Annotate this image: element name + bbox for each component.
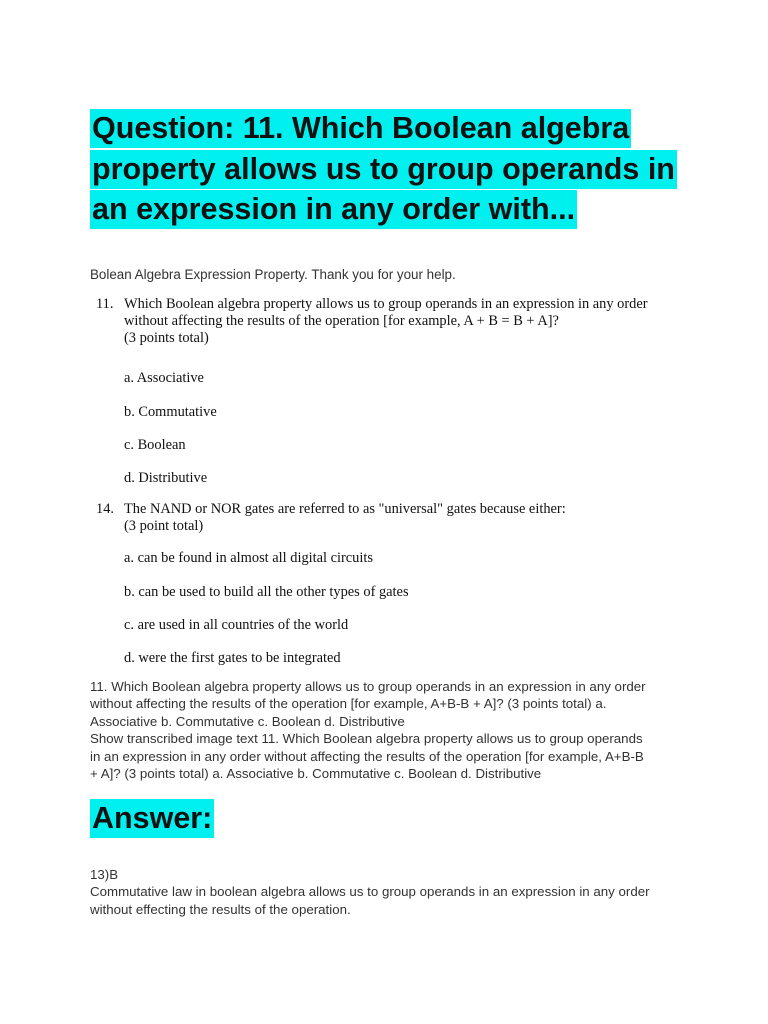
answer-line-1: 13)B [90, 867, 119, 882]
question-title-line-3: an expression in any order with... [90, 190, 577, 229]
scan-q14-option-d: d. were the first gates to be integrated [124, 650, 341, 666]
question-text-line-1: 11. Which Boolean algebra property allows us to group operands in an expression in any order [90, 679, 646, 694]
scan-question-14-number: 14. [96, 501, 114, 517]
question-title [90, 108, 690, 230]
scan-q11-option-c: c. Boolean [124, 437, 186, 453]
scan-question-11-line-3: (3 points total) [124, 330, 209, 346]
scan-question-11-number: 11. [96, 296, 114, 312]
scan-question-14-line-1: The NAND or NOR gates are referred to as "universal" gates because either: [124, 501, 566, 517]
scan-q14-option-b: b. can be used to build all the other types of gates [124, 584, 409, 600]
scan-question-11 [96, 296, 686, 347]
answer-heading-text: Answer: [90, 799, 214, 838]
scan-question-14-line-2: (3 point total) [124, 518, 204, 534]
scan-q14-option-a: a. can be found in almost all digital circuits [124, 550, 373, 566]
scan-q14-option-c: c. are used in all countries of the world [124, 617, 349, 633]
scan-question-11-line-2: without affecting the results of the operation [for example, A + B = B + A]? [124, 313, 559, 329]
transcribed-text-line-3: + A]? (3 points total) a. Associative b. Commutative c. Boolean d. Distributive [90, 766, 542, 782]
document-page [90, 108, 690, 917]
scan-q11-option-d: d. Distributive [124, 470, 208, 486]
question-text-line-3: Associative b. Commutative c. Boolean d. Distributive [90, 713, 405, 729]
scan-q11-option-a: a. Associative [124, 370, 204, 386]
scan-q11-option-b: b. Commutative [124, 404, 217, 420]
scan-question-14 [96, 501, 686, 535]
answer-body [90, 866, 680, 918]
answer-line-3: without effecting the results of the operation. [90, 901, 351, 917]
answer-heading [90, 798, 214, 838]
question-title-line-1: Question: 11. Which Boolean algebra [90, 109, 631, 148]
question-intro: Bolean Algebra Expression Property. Thank you for your help. [90, 267, 456, 282]
answer-line-2: Commutative law in boolean algebra allows us to group operands in an expression in any order [90, 884, 650, 900]
question-title-line-2: property allows us to group operands in [90, 150, 677, 189]
transcribed-text-line-2: in an expression in any order without affecting the results of the operation [for example, A+B-B [90, 748, 644, 764]
transcribed-text-line-1: Show transcribed image text 11. Which Boolean algebra property allows us to group operands [90, 731, 643, 747]
scan-question-11-line-1: Which Boolean algebra property allows us to group operands in an expression in any order [124, 296, 648, 312]
question-text-paragraph [90, 678, 680, 782]
question-text-line-2: without affecting the results of the operation [for example, A+B-B + A]? (3 points total) a. [90, 696, 607, 712]
